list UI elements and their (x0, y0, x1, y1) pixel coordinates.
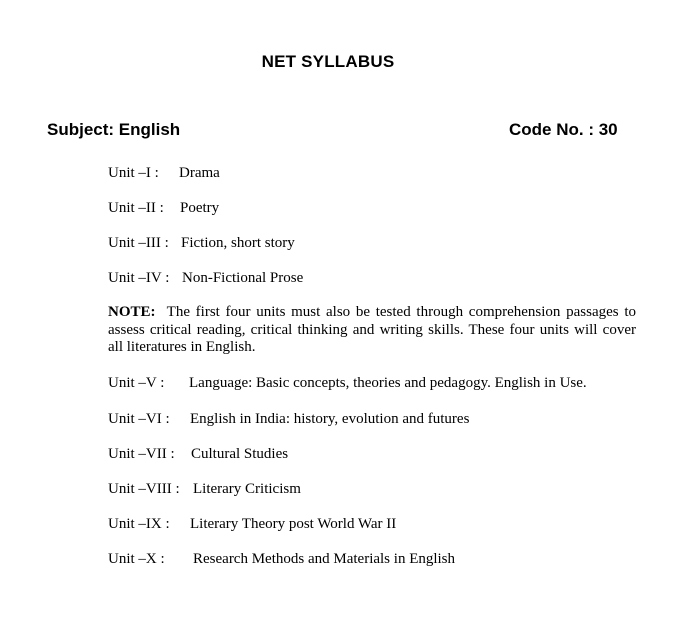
unit-topic: Non-Fictional Prose (182, 270, 304, 286)
unit-label: Unit –V : (108, 375, 165, 391)
unit-label: Unit –III : (108, 235, 169, 251)
code-number: Code No. : 30 (509, 120, 618, 139)
unit-topic: Cultural Studies (191, 446, 289, 462)
unit-label: Unit –II : (108, 200, 164, 216)
subject-heading: Subject: English (47, 120, 181, 139)
unit-label: Unit –IX : (108, 516, 170, 532)
unit-topic: Literary Theory post World War II (190, 516, 397, 532)
unit-label: Unit –VI : (108, 411, 170, 427)
note-label: NOTE: (108, 304, 156, 320)
unit-topic: Poetry (180, 200, 220, 216)
unit-topic: Drama (179, 165, 220, 181)
unit-label: Unit –VII : (108, 446, 175, 462)
unit-row-9 (108, 516, 397, 533)
unit-row-2 (108, 200, 220, 217)
unit-topic: Language: Basic concepts, theories and pedagogy. English in Use. (189, 375, 587, 391)
note-text: The first four units must also be tested through comprehension passages to assess critical reading, critical thinking and writing skills. These four units will cover all literatures in English. (108, 304, 636, 355)
unit-row-1 (108, 165, 220, 182)
unit-row-10 (108, 551, 456, 568)
unit-row-6 (108, 411, 470, 428)
unit-label: Unit –X : (108, 551, 165, 567)
unit-topic: English in India: history, evolution and futures (190, 411, 470, 427)
unit-topic: Research Methods and Materials in English (193, 551, 456, 567)
unit-label: Unit –I : (108, 165, 159, 181)
unit-topic: Fiction, short story (181, 235, 295, 251)
unit-row-3 (108, 235, 295, 252)
page-title: NET SYLLABUS (261, 52, 395, 71)
unit-label: Unit –IV : (108, 270, 170, 286)
unit-row-4 (108, 270, 304, 287)
unit-label: Unit –VIII : (108, 481, 180, 497)
unit-row-5 (108, 375, 587, 392)
unit-row-7 (108, 446, 289, 463)
unit-row-8 (108, 481, 301, 498)
note-paragraph (108, 304, 636, 357)
unit-topic: Literary Criticism (193, 481, 301, 497)
